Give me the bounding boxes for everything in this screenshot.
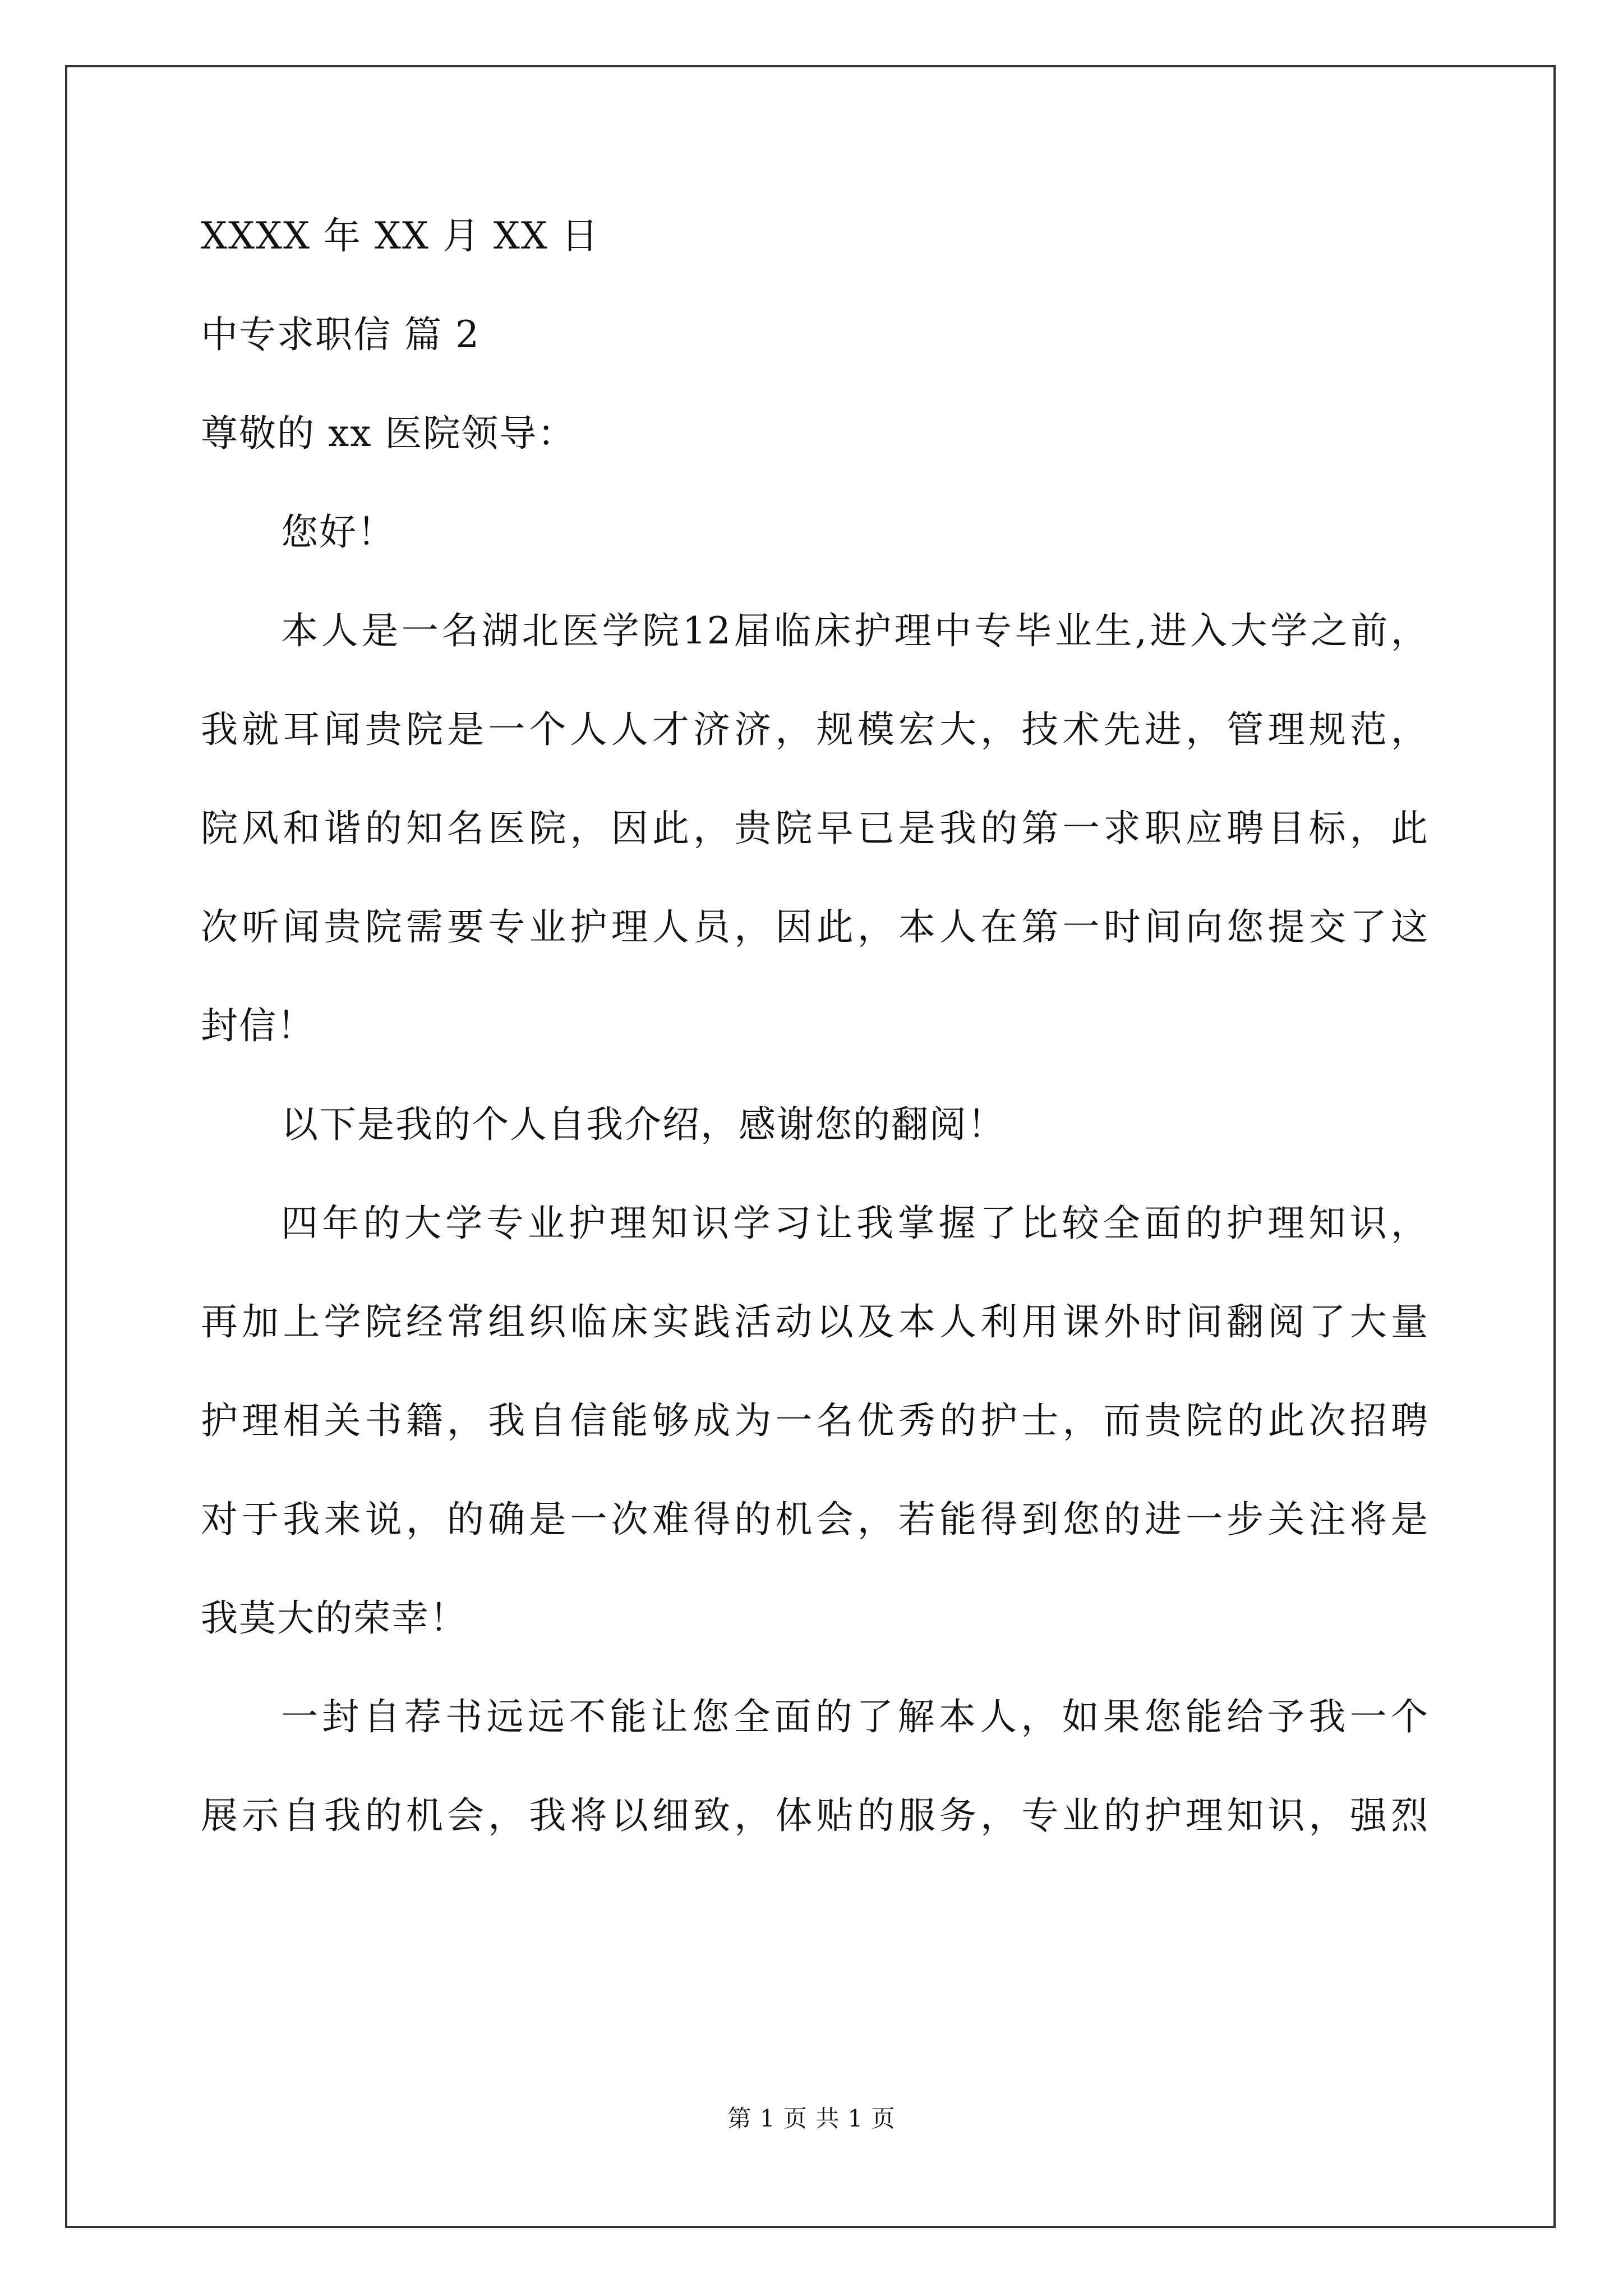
salutation: 尊敬的 xx 医院领导：: [201, 412, 576, 455]
page-footer: 第 1 页 共 1 页: [727, 2105, 896, 2132]
letter-body: [201, 214, 1429, 1896]
paragraph-line: 对于我来说，的确是一次难得的机会，若能得到您的进一步关注将是: [201, 1498, 1429, 1541]
document-title: 中专求职信 篇 2: [201, 313, 480, 356]
paragraph-line: 院风和谐的知名医院，因此，贵院早已是我的第一求职应聘目标，此: [201, 807, 1429, 850]
paragraph-line: 四年的大学专业护理知识学习让我掌握了比较全面的护理知识，: [281, 1202, 1429, 1245]
paragraph-line: 展示自我的机会，我将以细致，体贴的服务，专业的护理知识，强烈: [201, 1794, 1429, 1837]
paragraph-line: 次听闻贵院需要专业护理人员，因此，本人在第一时间向您提交了这: [201, 905, 1429, 949]
paragraph-line: 再加上学院经常组织临床实践活动以及本人利用课外时间翻阅了大量: [201, 1300, 1429, 1343]
date-line: XXXX 年 XX 月 XX 日: [201, 214, 600, 257]
paragraph-line: 护理相关书籍，我自信能够成为一名优秀的护士，而贵院的此次招聘: [201, 1399, 1429, 1442]
paragraph-line: 我就耳闻贵院是一个人人才济济，规模宏大，技术先进，管理规范，: [201, 708, 1429, 751]
paragraph-line: 我莫大的荣幸！: [201, 1596, 468, 1640]
paragraph-line: 一封自荐书远远不能让您全面的了解本人，如果您能给予我一个: [281, 1695, 1429, 1738]
greeting: 您好！: [281, 510, 395, 554]
paragraph-line: 封信！: [201, 1004, 315, 1047]
paragraph-line: 本人是一名湖北医学院12届临床护理中专毕业生,进入大学之前，: [281, 609, 1429, 652]
paragraph-line: 以下是我的个人自我介绍，感谢您的翻阅！: [281, 1103, 1006, 1146]
